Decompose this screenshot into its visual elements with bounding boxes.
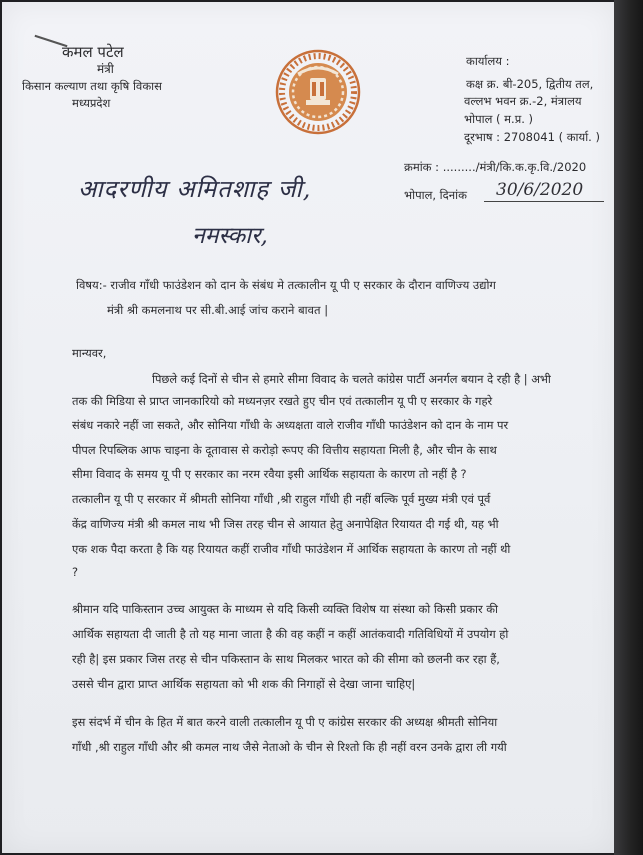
sender-name: कमल पटेल bbox=[62, 43, 124, 61]
office-phone: दूरभाष : 2708041 ( कार्या. ) bbox=[464, 130, 600, 144]
paragraph-2-line: उससे चीन द्वारा प्राप्त आर्थिक सहायता को भी शक की निगाहों से देखा जाना चाहिए| bbox=[72, 677, 416, 691]
paragraph-1-line: संबंध नकारे नहीं जा सकते, और सोनिया गाँधी के अध्यक्षता वाले राजीव गाँधी फाउंडेशन को दान के नाम पर bbox=[72, 418, 509, 432]
paragraph-1-line: पिछले कई दिनों से चीन से हमारे सीमा विवाद के चलते कांग्रेस पार्टी अनर्गल बयान दे रही है | अभी bbox=[152, 372, 551, 386]
address-line: मान्यवर, bbox=[72, 346, 107, 360]
paragraph-1-line: तक की मिडिया से प्राप्त जानकारियो को मध्यनज़र रखते हुए चीन एवं तत्कालीन यू पी ए सरकार के गहरे bbox=[72, 394, 493, 408]
paragraph-3-line: गाँधी ,श्री राहुल गाँधी और श्री कमल नाथ जैसे नेताओ के चीन से रिश्तो कि ही नहीं वरन उनके द्वारा ली गयी bbox=[72, 740, 507, 754]
state-emblem-icon bbox=[274, 48, 362, 136]
paragraph-1-line: एक शक पैदा करता है कि यह रियायत कहीं राजीव गाँधी फाउंडेशन में आर्थिक सहायता के कारण तो नहीं थी bbox=[72, 542, 511, 556]
sender-title: मंत्री bbox=[97, 62, 114, 76]
paragraph-2-line: रही है| इस प्रकार जिस तरह से चीन पकिस्तान के साथ मिलकर भारत को की सीमा को छलनी कर रहा हैं, bbox=[72, 652, 500, 666]
paragraph-1-line: पीपल रिपब्लिक आफ चाइना के दूतावास से करोड़ो रूपए की वित्तीय सहायता मिली है, और चीन के साथ bbox=[72, 443, 497, 457]
reference-number: क्रमांक : ........./मंत्री/कि.क.कृ.वि./2020 bbox=[404, 160, 587, 174]
date-underline bbox=[484, 201, 604, 202]
paragraph-3-line: इस संदर्भ में चीन के हित में बात करने वाली तत्कालीन यू पी ए कांग्रेस सरकार की अध्यक्ष श्रीमती सोनिया bbox=[72, 715, 498, 729]
sender-department: किसान कल्याण तथा कृषि विकास bbox=[22, 79, 162, 93]
letter-page bbox=[2, 2, 614, 853]
sender-state: मध्यप्रदेश bbox=[72, 96, 111, 110]
office-city: भोपाल ( म.प्र. ) bbox=[464, 112, 534, 126]
paragraph-1-line: ? bbox=[72, 565, 79, 579]
subject-line: विषय:- राजीव गाँधी फाउंडेशन को दान के संबंध मे तत्कालीन यू पी ए सरकार के दौरान वाणिज्य उद्योग bbox=[76, 278, 496, 292]
office-room: कक्ष क्र. बी-205, द्वितीय तल, bbox=[466, 77, 594, 91]
office-building: वल्लभ भवन क्र.-2, मंत्रालय bbox=[464, 94, 582, 108]
subject-line: मंत्री श्री कमलनाथ पर सी.बी.आई जांच कराने बावत | bbox=[107, 303, 329, 317]
paragraph-1-line: केंद्र वाणिज्य मंत्री श्री कमल नाथ भी जिस तरह चीन से आयात हेतु अनापेक्षित रियायत दी गई थी, यह भी bbox=[72, 517, 499, 531]
date-value: 30/6/2020 bbox=[496, 180, 584, 200]
salutation: आदरणीय अमितशाह जी, bbox=[78, 175, 312, 203]
paragraph-2-line: श्रीमान यदि पाकिस्तान उच्च आयुक्त के माध्यम से यदि किसी व्यक्ति विशेष या संस्था को किसी प्रकार की bbox=[72, 602, 498, 616]
office-label: कार्यालय : bbox=[466, 54, 510, 68]
paragraph-2-line: आर्थिक सहायता दी जाती है तो यह माना जाता है की वह कहीं न कहीं आतंकवादी गतिविधियों में उपयोग हो bbox=[72, 627, 509, 641]
paragraph-1-line: सीमा विवाद के समय यू पी ए सरकार का नरम रवैया इसी आर्थिक सहायता के कारण तो नहीं है ? bbox=[72, 467, 467, 481]
photo-background-edge bbox=[614, 0, 643, 855]
date-label: भोपाल, दिनांक bbox=[404, 188, 467, 202]
paragraph-1-line: तत्कालीन यू पी ए सरकार में श्रीमती सोनिया गाँधी ,श्री राहुल गाँधी ही नहीं बल्कि पूर्व मुख्य मंत्री एवं पूर्व bbox=[72, 492, 491, 506]
greeting: नमस्कार, bbox=[192, 223, 268, 249]
